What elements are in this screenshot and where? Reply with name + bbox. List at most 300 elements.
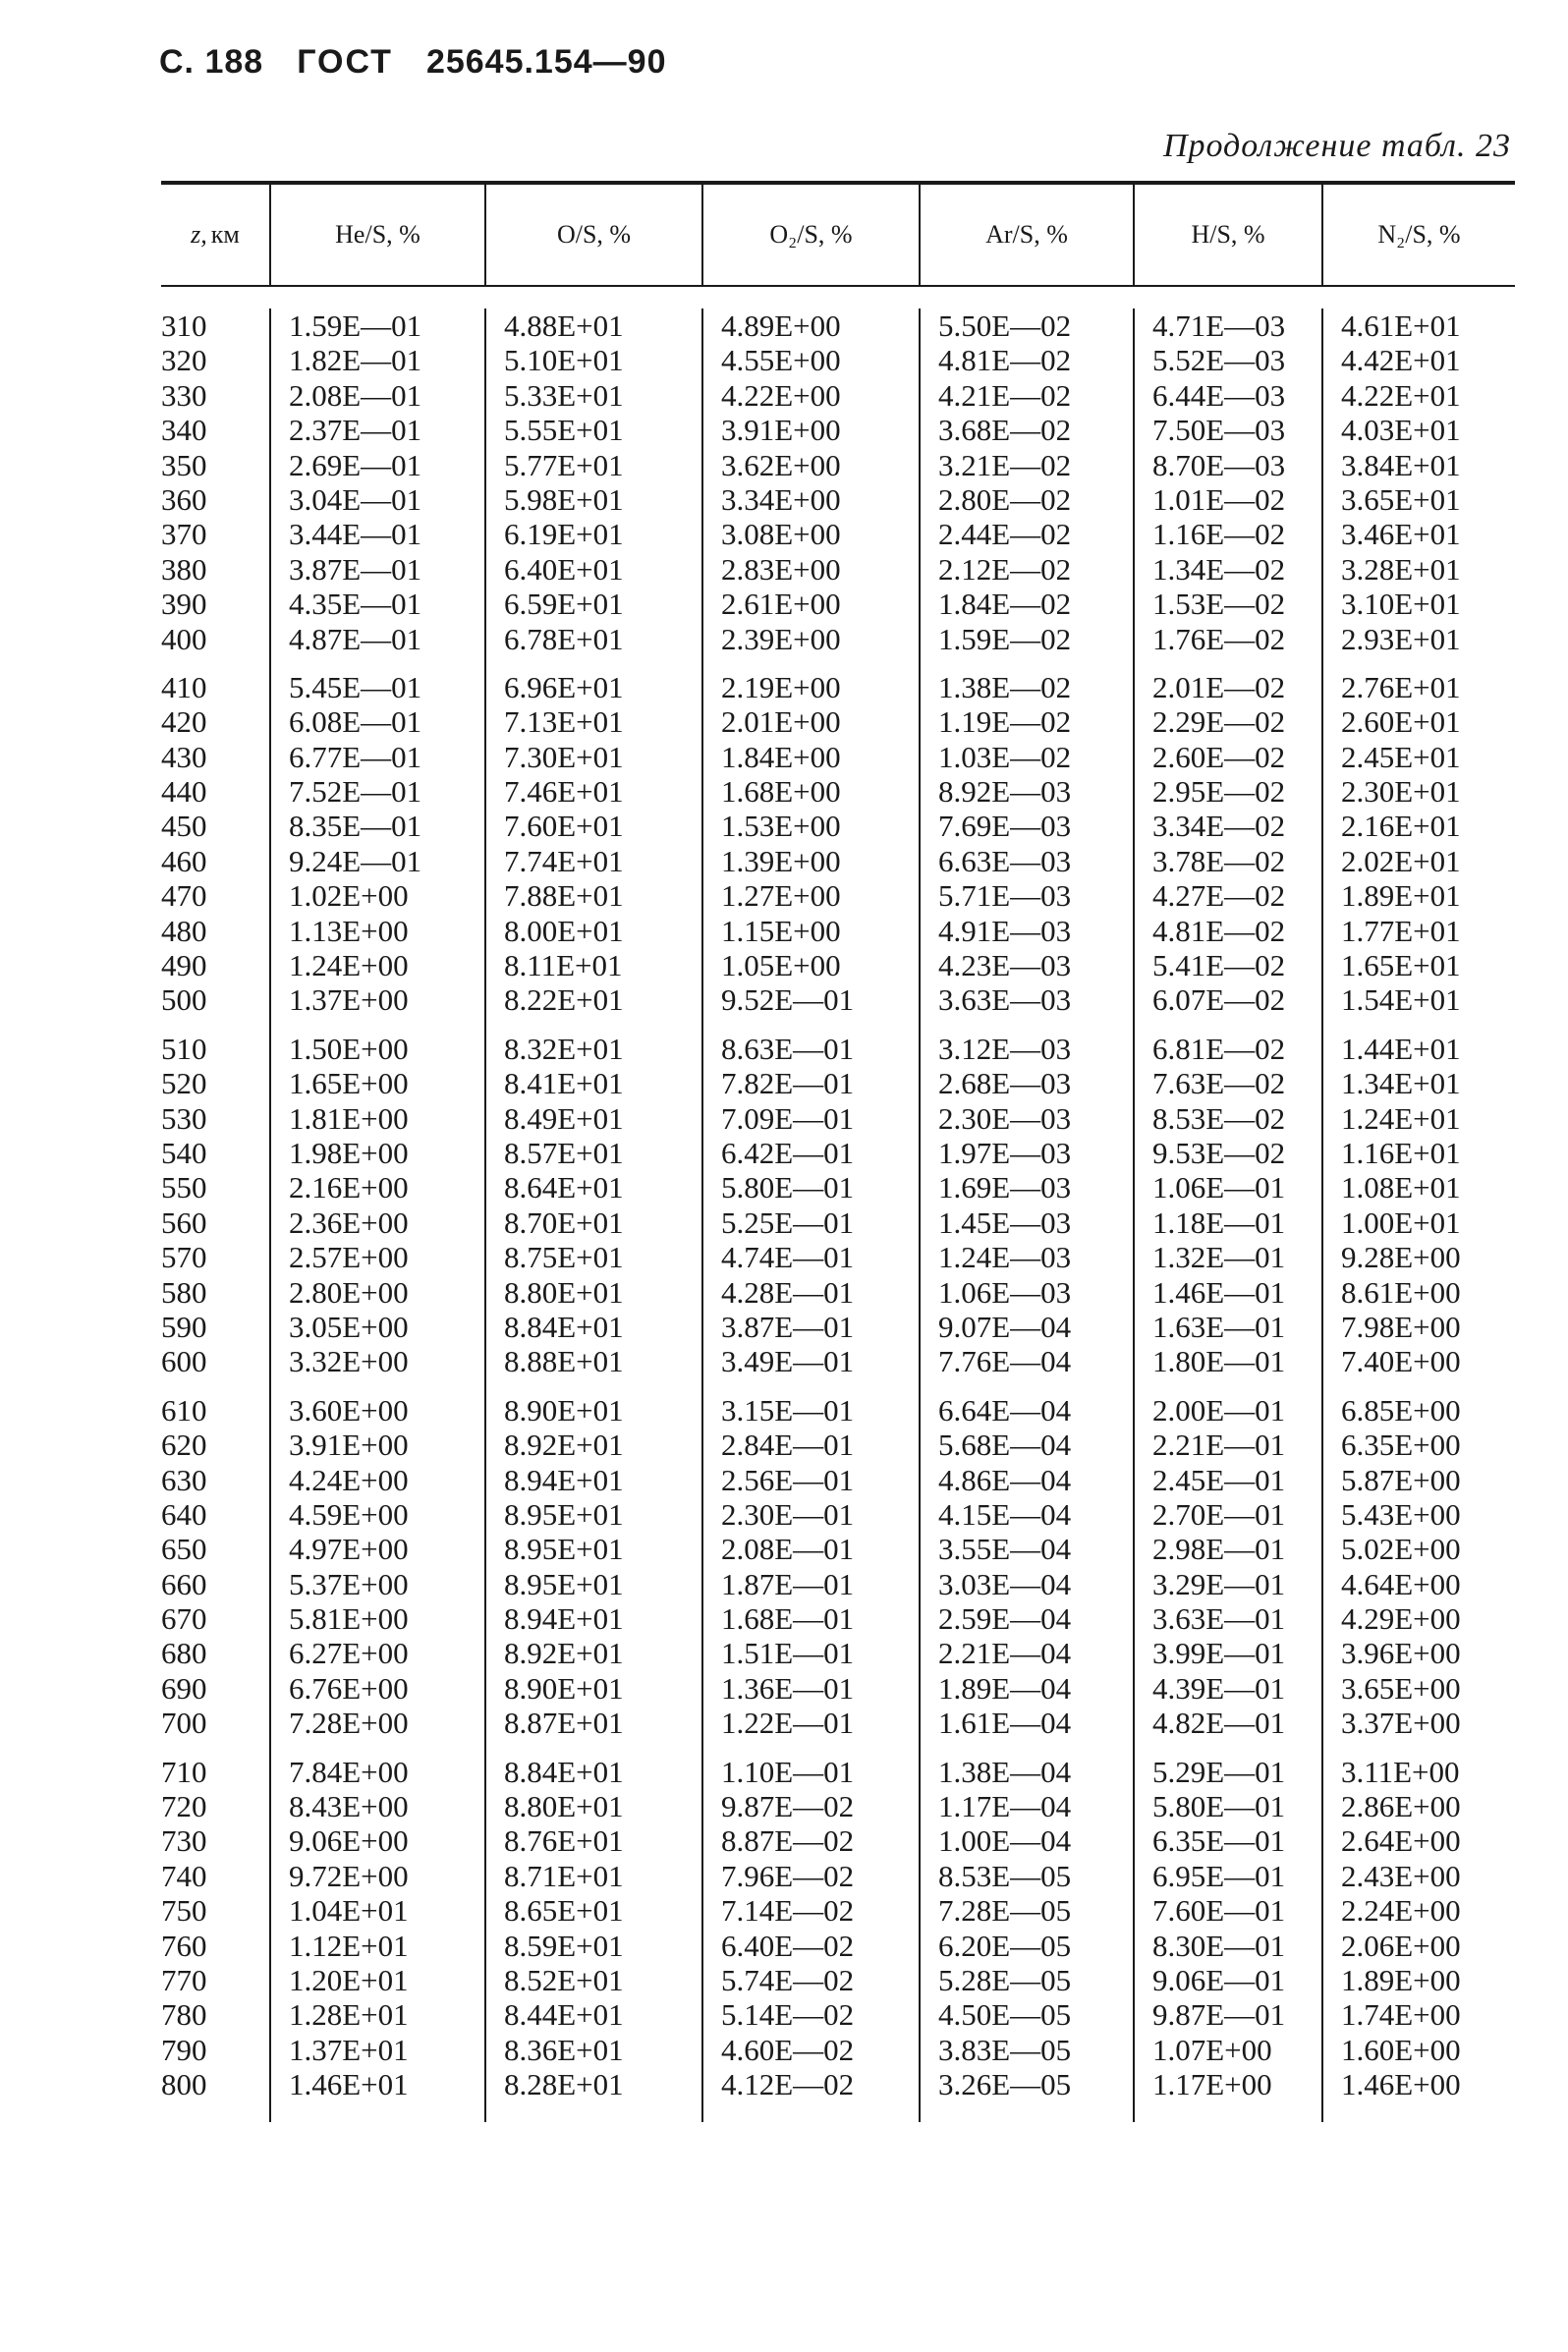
table-cell: 2.06E+00	[1341, 1928, 1461, 1963]
table-cell: 2.98E—01	[1152, 1532, 1286, 1567]
table-cell: 9.87E—02	[721, 1789, 855, 1824]
column-header-label: Ar/S, %	[985, 220, 1068, 249]
table-cell: 3.83E—05	[938, 2032, 1072, 2067]
table-cell: 7.69E—03	[938, 809, 1072, 844]
row-group	[161, 1755, 269, 2102]
row-group	[271, 308, 484, 656]
table-cell: 400	[161, 621, 207, 656]
table-cell: 8.36E+01	[504, 2032, 624, 2067]
table-cell: 360	[161, 481, 207, 517]
table-cell: 4.55E+00	[721, 343, 841, 378]
table-cell: 7.50E—03	[1152, 413, 1286, 448]
table-cell: 4.91E—03	[938, 913, 1072, 948]
table-cell: 2.39E+00	[721, 621, 841, 656]
table-cell: 3.34E—02	[1152, 809, 1286, 844]
table-cell: 6.64E—04	[938, 1392, 1072, 1428]
table-cell: 2.70E—01	[1152, 1496, 1286, 1532]
table-cell: 6.35E—01	[1152, 1823, 1286, 1859]
table-cell: 680	[161, 1636, 207, 1671]
table-column-h	[1133, 308, 1321, 2122]
table-cell: 3.34E+00	[721, 481, 841, 517]
table-cell: 8.63E—01	[721, 1031, 855, 1066]
table-cell: 1.28E+01	[289, 1997, 409, 2033]
table-cell: 5.10E+01	[504, 343, 624, 378]
table-cell: 3.60E+00	[289, 1392, 409, 1428]
table-column-he	[269, 308, 484, 2122]
table-cell: 5.71E—03	[938, 878, 1072, 914]
column-header-label: H/S, %	[1191, 220, 1265, 249]
row-group	[486, 308, 701, 656]
row-group	[703, 1755, 919, 2102]
table-cell: 1.06E—03	[938, 1274, 1072, 1310]
table-cell: 1.38E—04	[938, 1754, 1072, 1789]
table-cell: 3.03E—04	[938, 1566, 1072, 1601]
table-cell: 8.65E+01	[504, 1893, 624, 1929]
table-cell: 1.84E+00	[721, 739, 841, 774]
row-group	[921, 670, 1133, 1018]
table-cell: 5.80E—01	[1152, 1789, 1286, 1824]
table-cell: 6.20E—05	[938, 1928, 1072, 1963]
table-cell: 3.68E—02	[938, 413, 1072, 448]
table-cell: 3.62E+00	[721, 447, 841, 482]
table-cell: 1.16E—02	[1152, 517, 1286, 552]
table-cell: 8.28E+01	[504, 2067, 624, 2102]
column-header-o2	[701, 185, 919, 285]
table-cell: 8.61E+00	[1341, 1274, 1461, 1310]
table-cell: 6.27E+00	[289, 1636, 409, 1671]
table-cell: 470	[161, 878, 207, 914]
table-cell: 9.52E—01	[721, 982, 855, 1018]
table-cell: 5.98E+01	[504, 481, 624, 517]
column-header-h	[1133, 185, 1321, 285]
table-cell: 3.96E+00	[1341, 1636, 1461, 1671]
table-cell: 4.42E+01	[1341, 343, 1461, 378]
table-cell: 6.77E—01	[289, 739, 422, 774]
table-cell: 3.32E+00	[289, 1344, 409, 1379]
table-cell: 1.20E+01	[289, 1962, 409, 1997]
table-cell: 1.24E—03	[938, 1240, 1072, 1275]
table-cell: 2.44E—02	[938, 517, 1072, 552]
table-cell: 1.89E+01	[1341, 878, 1461, 914]
table-cell: 9.28E+00	[1341, 1240, 1461, 1275]
table-cell: 450	[161, 809, 207, 844]
table-cell: 780	[161, 1997, 207, 2033]
table-cell: 3.12E—03	[938, 1031, 1072, 1066]
table-cell: 2.80E—02	[938, 481, 1072, 517]
table-cell: 2.86E+00	[1341, 1789, 1461, 1824]
table-cell: 5.52E—03	[1152, 343, 1286, 378]
table-cell: 1.03E—02	[938, 739, 1072, 774]
table-cell: 8.92E+01	[504, 1636, 624, 1671]
table-cell: 4.35E—01	[289, 587, 422, 622]
table-cell: 4.89E+00	[721, 308, 841, 343]
table-cell: 1.89E+00	[1341, 1962, 1461, 1997]
table-cell: 500	[161, 982, 207, 1018]
table-cell: 1.07E+00	[1152, 2032, 1272, 2067]
table-cell: 6.96E+01	[504, 669, 624, 704]
table-cell: 5.81E+00	[289, 1601, 409, 1637]
table-cell: 8.92E+01	[504, 1428, 624, 1463]
table-cell: 1.27E+00	[721, 878, 841, 914]
table-cell: 5.68E—04	[938, 1428, 1072, 1463]
table-cell: 330	[161, 377, 207, 413]
table-cell: 1.81E+00	[289, 1100, 409, 1136]
table-cell: 4.24E+00	[289, 1462, 409, 1497]
table-cell: 3.84E+01	[1341, 447, 1461, 482]
table-cell: 4.39E—01	[1152, 1670, 1286, 1706]
table-cell: 790	[161, 2032, 207, 2067]
table-cell: 1.18E—01	[1152, 1204, 1286, 1240]
table-cell: 7.74E+01	[504, 843, 624, 878]
table-cell: 8.32E+01	[504, 1031, 624, 1066]
table-cell: 8.87E—02	[721, 1823, 855, 1859]
column-header-he	[269, 185, 484, 285]
table-cell: 3.05E+00	[289, 1309, 409, 1344]
table-cell: 6.40E+01	[504, 551, 624, 587]
table-cell: 5.55E+01	[504, 413, 624, 448]
table-cell: 1.10E—01	[721, 1754, 855, 1789]
table-cell: 3.46E+01	[1341, 517, 1461, 552]
table-cell: 4.71E—03	[1152, 308, 1286, 343]
table-cell: 1.06E—01	[1152, 1170, 1286, 1205]
table-cell: 1.24E+00	[289, 948, 409, 983]
table-cell: 1.36E—01	[721, 1670, 855, 1706]
table-cell: 7.28E+00	[289, 1706, 409, 1741]
table-cell: 2.69E—01	[289, 447, 422, 482]
table-cell: 3.28E+01	[1341, 551, 1461, 587]
row-group	[921, 1032, 1133, 1379]
table-cell: 8.80E+01	[504, 1274, 624, 1310]
table-cell: 3.91E+00	[721, 413, 841, 448]
table-cell: 1.51E—01	[721, 1636, 855, 1671]
row-group	[1323, 308, 1515, 656]
table-cell: 1.65E+00	[289, 1066, 409, 1101]
table-cell: 4.64E+00	[1341, 1566, 1461, 1601]
column-header-unit: км	[210, 220, 240, 249]
table-cell: 1.24E+01	[1341, 1100, 1461, 1136]
table-column-ar	[919, 308, 1133, 2122]
table-cell: 5.14E—02	[721, 1997, 855, 2033]
table-cell: 4.81E—02	[1152, 913, 1286, 948]
table-cell: 1.84E—02	[938, 587, 1072, 622]
table-cell: 7.52E—01	[289, 774, 422, 810]
table-cell: 1.37E+00	[289, 982, 409, 1018]
table-column-o2	[701, 308, 919, 2122]
table-cell: 1.97E—03	[938, 1135, 1072, 1170]
table-cell: 3.10E+01	[1341, 587, 1461, 622]
table-cell: 6.40E—02	[721, 1928, 855, 1963]
table-cell: 8.52E+01	[504, 1962, 624, 1997]
standard-name: ГОСТ	[297, 43, 393, 81]
table-cell: 8.35E—01	[289, 809, 422, 844]
table-cell: 1.54E+01	[1341, 982, 1461, 1018]
table-cell: 4.15E—04	[938, 1496, 1072, 1532]
table-cell: 1.44E+01	[1341, 1031, 1461, 1066]
table-cell: 530	[161, 1100, 207, 1136]
table-cell: 4.61E+01	[1341, 308, 1461, 343]
table-cell: 3.63E—01	[1152, 1601, 1286, 1637]
table-cell: 6.07E—02	[1152, 982, 1286, 1018]
table-cell: 2.08E—01	[289, 377, 422, 413]
table-cell: 1.02E+00	[289, 878, 409, 914]
table-cell: 1.98E+00	[289, 1135, 409, 1170]
column-header-n2	[1321, 185, 1515, 285]
table-cell: 3.21E—02	[938, 447, 1072, 482]
table-cell: 8.00E+01	[504, 913, 624, 948]
table-cell: 5.43E+00	[1341, 1496, 1461, 1532]
table-cell: 2.30E—03	[938, 1100, 1072, 1136]
table-cell: 4.59E+00	[289, 1496, 409, 1532]
table-cell: 2.45E+01	[1341, 739, 1461, 774]
table-cell: 7.46E+01	[504, 774, 624, 810]
table-cell: 8.70E—03	[1152, 447, 1286, 482]
table-cell: 7.76E—04	[938, 1344, 1072, 1379]
table-column-n2	[1321, 308, 1515, 2122]
table-cell: 2.02E+01	[1341, 843, 1461, 878]
table-cell: 4.87E—01	[289, 621, 422, 656]
table-cell: 1.68E+00	[721, 774, 841, 810]
table-cell: 8.76E+01	[504, 1823, 624, 1859]
table-cell: 1.60E+00	[1341, 2032, 1461, 2067]
table-cell: 4.60E—02	[721, 2032, 855, 2067]
table-cell: 320	[161, 343, 207, 378]
table-cell: 6.63E—03	[938, 843, 1072, 878]
table-cell: 1.46E+01	[289, 2067, 409, 2102]
table-cell: 1.80E—01	[1152, 1344, 1286, 1379]
table-cell: 670	[161, 1601, 207, 1637]
table-cell: 350	[161, 447, 207, 482]
table-cell: 8.95E+01	[504, 1566, 624, 1601]
table-cell: 2.43E+00	[1341, 1858, 1461, 1893]
table-cell: 2.60E+01	[1341, 704, 1461, 740]
table-cell: 2.84E—01	[721, 1428, 855, 1463]
table-cell: 1.50E+00	[289, 1031, 409, 1066]
table-cell: 2.30E—01	[721, 1496, 855, 1532]
table-cell: 3.15E—01	[721, 1392, 855, 1428]
table-cell: 4.22E+01	[1341, 377, 1461, 413]
table-cell: 550	[161, 1170, 207, 1205]
table-cell: 4.23E—03	[938, 948, 1072, 983]
row-group	[486, 1393, 701, 1741]
table-cell: 9.06E+00	[289, 1823, 409, 1859]
table-cell: 8.80E+01	[504, 1789, 624, 1824]
table-cell: 2.64E+00	[1341, 1823, 1461, 1859]
table-cell: 5.02E+00	[1341, 1532, 1461, 1567]
table-cell: 1.76E—02	[1152, 621, 1286, 656]
table-cell: 7.63E—02	[1152, 1066, 1286, 1101]
table-cell: 700	[161, 1706, 207, 1741]
table-cell: 2.16E+01	[1341, 809, 1461, 844]
row-group	[1323, 670, 1515, 1018]
table-cell: 6.42E—01	[721, 1135, 855, 1170]
row-group	[921, 1755, 1133, 2102]
table-cell: 8.70E+01	[504, 1204, 624, 1240]
table-cell: 720	[161, 1789, 207, 1824]
table-caption: Продолжение табл. 23	[1162, 128, 1511, 164]
table-cell: 8.49E+01	[504, 1100, 624, 1136]
table-cell: 5.28E—05	[938, 1962, 1072, 1997]
column-header-label: O/S, %	[556, 220, 632, 249]
table-cell: 7.30E+01	[504, 739, 624, 774]
row-group	[271, 1393, 484, 1741]
table-cell: 730	[161, 1823, 207, 1859]
table-cell: 1.65E+01	[1341, 948, 1461, 983]
table-cell: 8.94E+01	[504, 1601, 624, 1637]
table-cell: 540	[161, 1135, 207, 1170]
table-cell: 760	[161, 1928, 207, 1963]
table-cell: 3.87E—01	[721, 1309, 855, 1344]
table-cell: 640	[161, 1496, 207, 1532]
row-group	[703, 1393, 919, 1741]
table-cell: 6.08E—01	[289, 704, 422, 740]
row-group	[921, 1393, 1133, 1741]
table-cell: 1.04E+01	[289, 1893, 409, 1929]
table-cell: 3.99E—01	[1152, 1636, 1286, 1671]
row-group	[271, 670, 484, 1018]
table-cell: 1.05E+00	[721, 948, 841, 983]
table-cell: 310	[161, 308, 207, 343]
column-header-o	[484, 185, 701, 285]
table-cell: 8.75E+01	[504, 1240, 624, 1275]
table-cell: 2.76E+01	[1341, 669, 1461, 704]
table-cell: 1.46E—01	[1152, 1274, 1286, 1310]
table-cell: 650	[161, 1532, 207, 1567]
table-cell: 7.40E+00	[1341, 1344, 1461, 1379]
table-cell: 1.13E+00	[289, 913, 409, 948]
table-cell: 3.49E—01	[721, 1344, 855, 1379]
table-cell: 1.77E+01	[1341, 913, 1461, 948]
table-cell: 3.65E+00	[1341, 1670, 1461, 1706]
row-group	[1135, 1393, 1321, 1741]
table-cell: 1.08E+01	[1341, 1170, 1461, 1205]
table-cell: 1.39E+00	[721, 843, 841, 878]
table-cell: 4.03E+01	[1341, 413, 1461, 448]
table-cell: 1.59E—02	[938, 621, 1072, 656]
table-cell: 7.98E+00	[1341, 1309, 1461, 1344]
table-cell: 2.21E—01	[1152, 1428, 1286, 1463]
data-table	[161, 181, 1515, 2122]
table-cell: 8.84E+01	[504, 1754, 624, 1789]
table-cell: 2.36E+00	[289, 1204, 409, 1240]
table-cell: 8.87E+01	[504, 1706, 624, 1741]
table-cell: 7.13E+01	[504, 704, 624, 740]
table-cell: 8.64E+01	[504, 1170, 624, 1205]
table-cell: 8.11E+01	[504, 948, 623, 983]
table-cell: 9.72E+00	[289, 1858, 409, 1893]
table-cell: 7.14E—02	[721, 1893, 855, 1929]
table-cell: 2.30E+01	[1341, 774, 1461, 810]
standard-number: 25645.154—90	[425, 43, 667, 81]
page-number: С. 188	[159, 43, 264, 81]
table-cell: 1.16E+01	[1341, 1135, 1461, 1170]
table-cell: 4.97E+00	[289, 1532, 409, 1567]
table-cell: 430	[161, 739, 207, 774]
table-cell: 4.29E+00	[1341, 1601, 1461, 1637]
table-cell: 7.96E—02	[721, 1858, 855, 1893]
column-header-label: N₂/S, %	[1377, 220, 1461, 249]
table-cell: 2.37E—01	[289, 413, 422, 448]
table-cell: 2.12E—02	[938, 551, 1072, 587]
table-cell: 340	[161, 413, 207, 448]
row-group	[1323, 1032, 1515, 1379]
table-cell: 390	[161, 587, 207, 622]
column-header-altitude	[161, 185, 269, 285]
table-cell: 8.95E+01	[504, 1496, 624, 1532]
row-group	[271, 1032, 484, 1379]
table-cell: 4.27E—02	[1152, 878, 1286, 914]
table-cell: 9.06E—01	[1152, 1962, 1286, 1997]
table-cell: 590	[161, 1309, 207, 1344]
table-cell: 2.83E+00	[721, 551, 841, 587]
table-cell: 2.95E—02	[1152, 774, 1286, 810]
table-cell: 3.55E—04	[938, 1532, 1072, 1567]
table-cell: 8.59E+01	[504, 1928, 624, 1963]
table-cell: 1.17E—04	[938, 1789, 1072, 1824]
table-cell: 1.17E+00	[1152, 2067, 1272, 2102]
row-group	[161, 1032, 269, 1379]
row-group	[486, 1032, 701, 1379]
table-cell: 2.01E—02	[1152, 669, 1286, 704]
table-cell: 1.53E—02	[1152, 587, 1286, 622]
table-cell: 1.22E—01	[721, 1706, 855, 1741]
table-cell: 6.44E—03	[1152, 377, 1286, 413]
table-cell: 460	[161, 843, 207, 878]
table-cell: 4.12E—02	[721, 2067, 855, 2102]
table-cell: 660	[161, 1566, 207, 1601]
table-cell: 1.46E+00	[1341, 2067, 1461, 2102]
table-cell: 690	[161, 1670, 207, 1706]
table-cell: 2.61E+00	[721, 587, 841, 622]
table-cell: 7.84E+00	[289, 1754, 409, 1789]
table-cell: 770	[161, 1962, 207, 1997]
table-cell: 3.78E—02	[1152, 843, 1286, 878]
table-cell: 5.29E—01	[1152, 1754, 1286, 1789]
table-cell: 5.37E+00	[289, 1566, 409, 1601]
table-cell: 6.85E+00	[1341, 1392, 1461, 1428]
table-cell: 8.90E+01	[504, 1392, 624, 1428]
row-group	[1323, 1755, 1515, 2102]
table-cell: 710	[161, 1754, 207, 1789]
table-cell: 510	[161, 1031, 207, 1066]
row-group	[703, 670, 919, 1018]
table-cell: 410	[161, 669, 207, 704]
row-group	[271, 1755, 484, 2102]
table-cell: 9.87E—01	[1152, 1997, 1286, 2033]
table-cell: 2.57E+00	[289, 1240, 409, 1275]
table-cell: 1.38E—02	[938, 669, 1072, 704]
table-cell: 5.33E+01	[504, 377, 624, 413]
table-cell: 1.68E—01	[721, 1601, 855, 1637]
table-cell: 440	[161, 774, 207, 810]
table-cell: 490	[161, 948, 207, 983]
table-cell: 1.12E+01	[289, 1928, 409, 1963]
table-cell: 800	[161, 2067, 207, 2102]
table-cell: 8.90E+01	[504, 1670, 624, 1706]
table-cell: 5.77E+01	[504, 447, 624, 482]
table-cell: 5.41E—02	[1152, 948, 1286, 983]
table-cell: 8.22E+01	[504, 982, 624, 1018]
table-cell: 5.80E—01	[721, 1170, 855, 1205]
table-cell: 2.56E—01	[721, 1462, 855, 1497]
table-cell: 5.25E—01	[721, 1204, 855, 1240]
table-cell: 2.24E+00	[1341, 1893, 1461, 1929]
table-cell: 1.87E—01	[721, 1566, 855, 1601]
table-cell: 4.86E—04	[938, 1462, 1072, 1497]
column-header-label: O₂/S, %	[769, 220, 853, 249]
table-cell: 6.35E+00	[1341, 1428, 1461, 1463]
table-cell: 420	[161, 704, 207, 740]
table-cell: 3.65E+01	[1341, 481, 1461, 517]
